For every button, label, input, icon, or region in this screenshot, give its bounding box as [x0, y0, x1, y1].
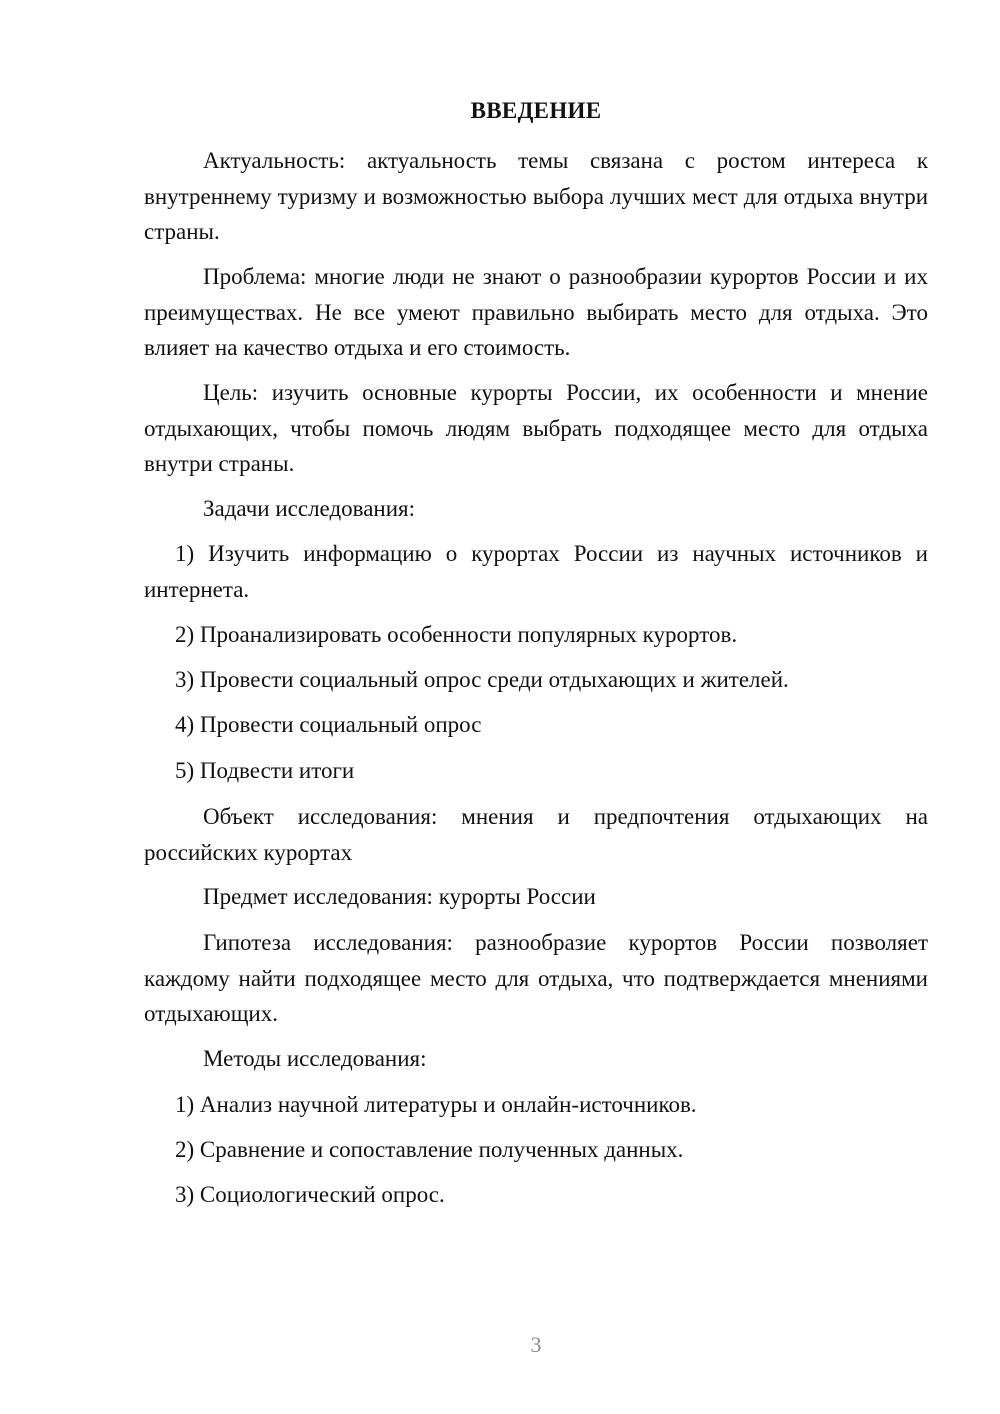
method-item-3: 3) Социологический опрос. — [175, 1182, 445, 1207]
goal-paragraph: Цель: изучить основные курорты России, их особенности и мнение отдыхающих, чтобы помочь людям выбрать подходящее место для отдыха внутри страны. — [144, 380, 928, 476]
problem-paragraph: Проблема: многие люди не знают о разнообразии курортов России и их преимуществах. Не все умеют правильно выбирать место для отдыха. Это влияет на качество отдыха и его стоимость. — [144, 264, 928, 360]
task-item-1: 1) Изучить информацию о курортах России из научных источников и интернета. — [144, 541, 928, 602]
relevance-paragraph: Актуальность: актуальность темы связана с ростом интереса к внутреннему туризму и возможностью выбора лучших мест для отдыха внутри страны. — [144, 148, 928, 244]
task-item-4: 4) Провести социальный опрос — [175, 712, 482, 737]
page-number: 3 — [530, 1332, 542, 1357]
subject-paragraph: Предмет исследования: курорты России — [203, 884, 596, 909]
task-item-2: 2) Проанализировать особенности популярных курортов. — [175, 622, 738, 647]
tasks-heading: Задачи исследования: — [203, 496, 416, 521]
methods-heading: Методы исследования: — [203, 1046, 427, 1071]
method-item-2: 2) Сравнение и сопоставление полученных данных. — [175, 1137, 684, 1162]
page-title: ВВЕДЕНИЕ — [470, 98, 602, 123]
task-item-5: 5) Подвести итоги — [175, 758, 355, 783]
task-item-3: 3) Провести социальный опрос среди отдыхающих и жителей. — [175, 667, 789, 692]
method-item-1: 1) Анализ научной литературы и онлайн-источников. — [175, 1092, 697, 1117]
object-paragraph: Объект исследования: мнения и предпочтения отдыхающих на российских курортах — [144, 804, 928, 865]
hypothesis-paragraph: Гипотеза исследования: разнообразие курортов России позволяет каждому найти подходящее место для отдыха, что подтверждается мнениями отдыхающих. — [144, 930, 928, 1026]
